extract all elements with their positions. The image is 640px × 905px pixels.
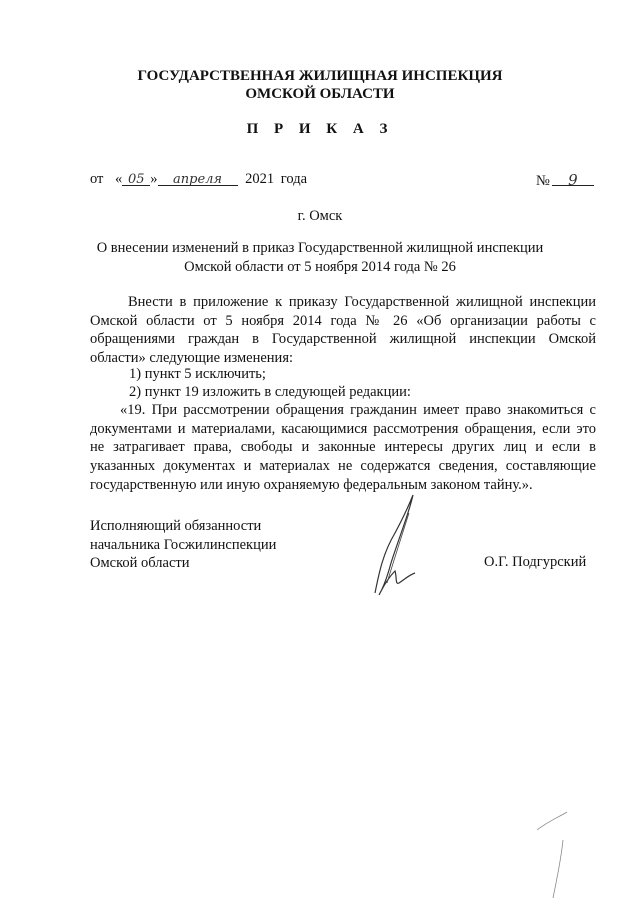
open-quote: «: [115, 171, 123, 187]
subject-line-1: О внесении изменений в приказ Государственной жилищной инспекции: [96, 240, 544, 256]
body-quoted-paragraph: «19. При рассмотрении обращения гражданин имеет право знакомиться с документами и материалами, касающимися рассмотрения обращения, если это не затрагивает права, свободы и законные интересы других лиц и если в указанных документах и материалах не содержатся сведения, составляющие государственную или иную охраняемую федеральным законом тайну.».: [90, 402, 596, 493]
handwritten-signature: [365, 493, 425, 598]
handwritten-day: 05: [128, 172, 145, 187]
subject-line-2: Омской области от 5 ноября 2014 года № 26: [184, 259, 456, 275]
handwritten-month: апреля: [173, 172, 223, 187]
signer-name: О.Г. Подгурский: [484, 554, 587, 570]
signer-position: [90, 517, 276, 573]
day-field: [122, 171, 150, 186]
organization-name: ГОСУДАРСТВЕННАЯ ЖИЛИЩНАЯ ИНСПЕКЦИЯ: [137, 68, 503, 84]
signer-position-line-1: Исполняющий обязанности: [90, 518, 262, 534]
date-line: [90, 171, 307, 188]
body-item-2: 2) пункт 19 изложить в следующей редакции:: [129, 384, 411, 400]
document-title: П Р И К А З: [246, 121, 394, 137]
organization-region: ОМСКОЙ ОБЛАСТИ: [245, 86, 395, 102]
body-item-1: 1) пункт 5 исключить;: [129, 366, 266, 382]
year: 2021: [245, 171, 275, 187]
year-suffix: года: [280, 171, 308, 187]
month-field: [158, 171, 238, 186]
date-prefix: от: [90, 171, 104, 187]
subject: [0, 239, 640, 277]
margin-mark: [533, 800, 573, 900]
signer-position-line-3: Омской области: [90, 555, 190, 571]
city: г. Омск: [297, 208, 343, 224]
order-number-line: [536, 171, 594, 190]
number-label: №: [536, 173, 550, 189]
number-field: [552, 171, 594, 189]
handwritten-number: 9: [568, 171, 578, 189]
close-quote: »: [150, 171, 158, 187]
signer-position-line-2: начальника Госжилинспекции: [90, 536, 277, 553]
body-paragraph-1: Внести в приложение к приказу Государственной жилищной инспекции Омской области от 5 ноября 2014 года № 26 «Об организации работы с обращениями граждан в Государственной жилищной инспекции Омской области» следующие изменения:: [90, 294, 596, 367]
